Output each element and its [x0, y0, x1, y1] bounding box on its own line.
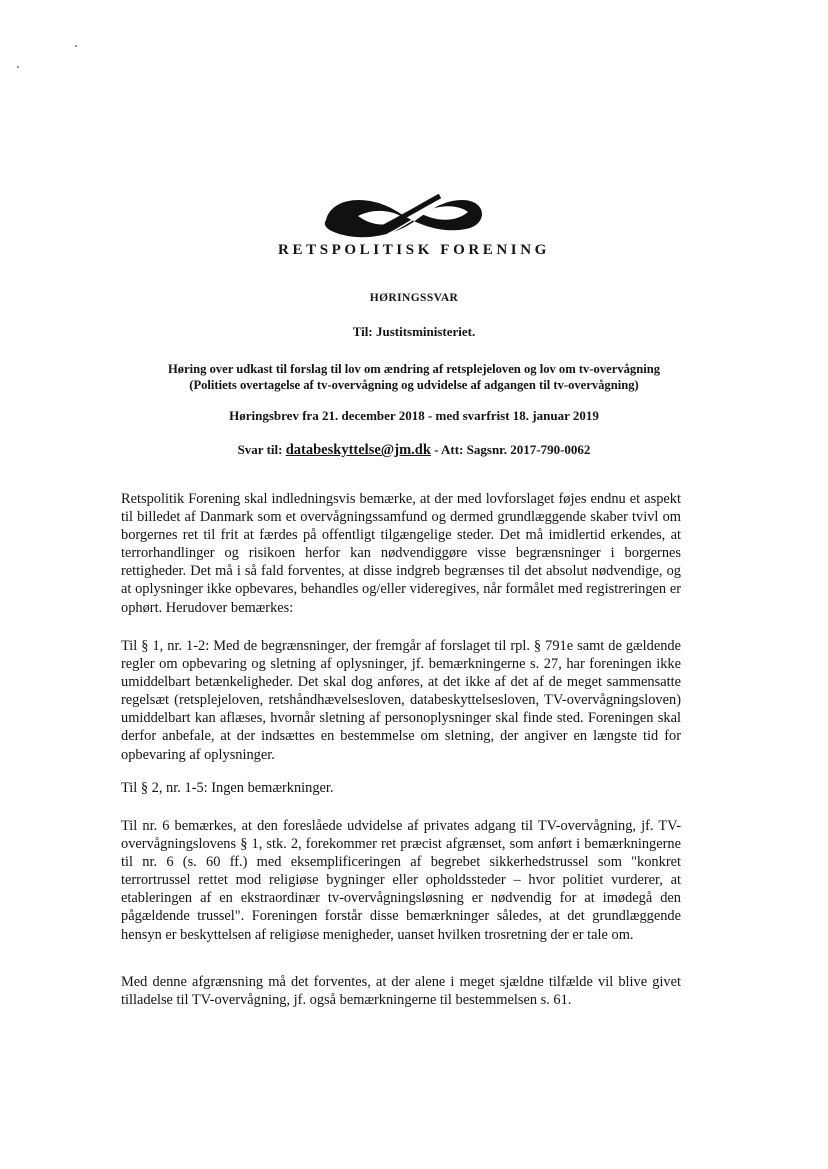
scan-speck	[17, 66, 19, 68]
paragraph-text: Til § 1, nr. 1-2: Med de begrænsninger, der fremgår af forslaget til rpl. § 791e samt de gældende regler om opbevaring og sletning af oplysninger, jf. bemærkningerne s. 27, har foreningen ikke umiddelbart betænkeligheder. Det skal dog anføres, at det ikke af det af de meget sammensatte regelsæt (retsplejeloven, retshåndhævelsesloven, databeskyttelsesloven, TV-overvågningsloven) umiddelbart kan aflæses, hvornår sletning af personoplysninger skal finde sted. Foreningen skal derfor anbefale, at der indsættes en bestemmelse om sletning, der angiver en længste tid for opbevaring af oplysninger.	[121, 638, 681, 763]
hearing-subject-line-1: Høring over udkast til forslag til lov om ændring af retsplejeloven og lov om tv-overvågning	[167, 362, 661, 376]
recipient-line: Til: Justitsministeriet.	[352, 324, 476, 339]
paragraph-nr-6	[121, 817, 681, 944]
reply-prefix: Svar til:	[237, 442, 283, 457]
reply-email-link[interactable]: databeskyttelse@jm.dk	[285, 442, 431, 458]
retspolitisk-forening-logo	[318, 190, 492, 242]
hearing-letter-dates: Høringsbrev fra 21. december 2018 - med svarfrist 18. januar 2019	[229, 408, 599, 423]
case-reference: - Att: Sagsnr. 2017-790-0062	[434, 442, 591, 457]
scan-speck	[75, 45, 77, 47]
paragraph-text: Med denne afgrænsning må det forventes, at der alene i meget sjældne tilfælde vil blive givet tilladelse til TV-overvågning, jf. også bemærkningerne til bestemmelsen s. 61.	[121, 974, 681, 1009]
document-title: HØRINGSSVAR	[369, 292, 459, 304]
paragraph-text: Til nr. 6 bemærkes, at den foreslåede udvidelse af privates adgang til TV-overvågning, jf. TV-overvågningslovens § 1, stk. 2, forekommer ret præcist afgrænset, som anført i bemærkningerne til nr. 6 (s. 60 ff.) med eksemplificeringen af begrebet sikkerhedstrussel som "konkret terrortrussel rettet mod religiøse bygninger eller opholdssteder – hvor politiet vurderer, at etableringen af en ekstraordinær tv-overvågningsløsning er nødvendig for at imødegå den pågældende trussel". Foreningen forstår disse bemærkninger således, at det grundlæggende hensyn er beskyttelsen af religiøse menigheder, uanset hvilken trosretning der er tale om.	[121, 818, 681, 943]
reply-to-line	[0, 442, 828, 459]
hearing-subject	[0, 361, 828, 393]
paragraph-section-1	[121, 637, 681, 764]
hearing-subject-line-2: (Politiets overtagelse af tv-overvågning og udvidelse af adgangen til tv-overvågning)	[189, 378, 639, 392]
paragraph-intro	[121, 490, 681, 617]
paragraph-text: Retspolitik Forening skal indledningsvis bemærke, at der med lovforslaget føjes endnu et aspekt til billedet af Danmark som et overvågningssamfund og dermed grundlæggende skaber tvivl om borgernes ret til frit at færdes på offentligt tilgængelige steder. Det må imidlertid erkendes, at terrorhandlinger og risikoen herfor kan nødvendiggøre visse begrænsninger i borgernes rettigheder. Det må i så fald forventes, at disse indgreb begrænses til det absolut nødvendige, og at oplysninger ikke opbevares, behandles og/eller videregives, når formålet med registreringen er ophørt. Herudover bemærkes:	[121, 491, 681, 616]
organization-name: RETSPOLITISK FORENING	[278, 242, 550, 258]
paragraph-text: Til § 2, nr. 1-5: Ingen bemærkninger.	[121, 780, 334, 796]
paragraph-conclusion	[121, 973, 681, 1009]
paragraph-section-2	[121, 779, 681, 797]
